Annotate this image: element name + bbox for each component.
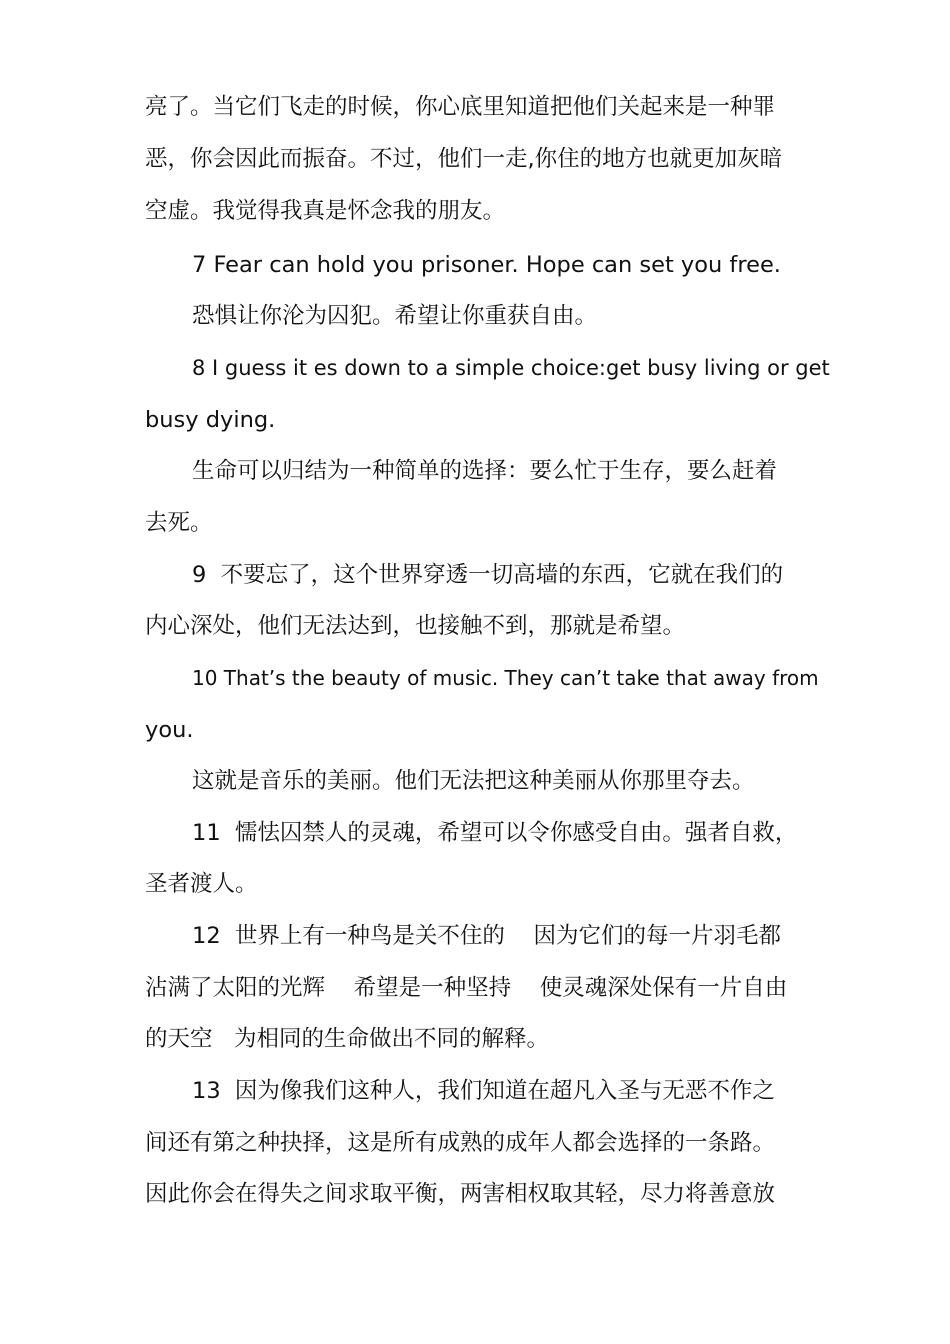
- text-line: busy dying.: [145, 407, 276, 433]
- text-line: 10 That’s the beauty of music. They can’t take that away from: [192, 666, 819, 690]
- text-line: 圣者渡人。: [145, 871, 258, 897]
- text-line: 恐惧让你沦为囚犯。希望让你重获自由。: [192, 303, 598, 329]
- text-line: 沾满了太阳的光辉 希望是一种坚持 使灵魂深处保有一片自由: [145, 975, 788, 1001]
- text-line: 因此你会在得失之间求取平衡，两害相权取其轻，尽力将善意放: [145, 1181, 776, 1207]
- text-line: 空虚。我觉得我真是怀念我的朋友。: [145, 198, 506, 224]
- text-line: 生命可以归结为一种简单的选择：要么忙于生存，要么赶着: [192, 458, 778, 484]
- text-line: you.: [145, 717, 194, 743]
- text-line: 间还有第之种抉择，这是所有成熟的成年人都会选择的一条路。: [145, 1130, 776, 1156]
- text-line: 去死。: [145, 510, 213, 536]
- text-line: 13 因为像我们这种人，我们知道在超凡入圣与无恶不作之: [192, 1078, 775, 1104]
- text-line: 12 世界上有一种鸟是关不住的 因为它们的每一片羽毛都: [192, 923, 782, 949]
- text-line: 这就是音乐的美丽。他们无法把这种美丽从你那里夺去。: [192, 768, 755, 794]
- text-line: 亮了。当它们飞走的时候，你心底里知道把他们关起来是一种罪: [145, 94, 776, 120]
- text-line: 8 I guess it es down to a simple choice:get busy living or get: [192, 356, 830, 380]
- text-line: 11 懦怯囚禁人的灵魂，希望可以令你感受自由。强者自救，: [192, 820, 798, 846]
- text-line: 恶，你会因此而振奋。不过，他们一走,你住的地方也就更加灰暗: [145, 146, 783, 172]
- text-line: 9 不要忘了，这个世界穿透一切高墙的东西，它就在我们的: [192, 562, 784, 588]
- text-line: 的天空 为相同的生命做出不同的解释。: [145, 1026, 549, 1052]
- text-line: 7 Fear can hold you prisoner. Hope can set you free.: [192, 252, 781, 278]
- text-line: 内心深处，他们无法达到，也接触不到，那就是希望。: [145, 613, 686, 639]
